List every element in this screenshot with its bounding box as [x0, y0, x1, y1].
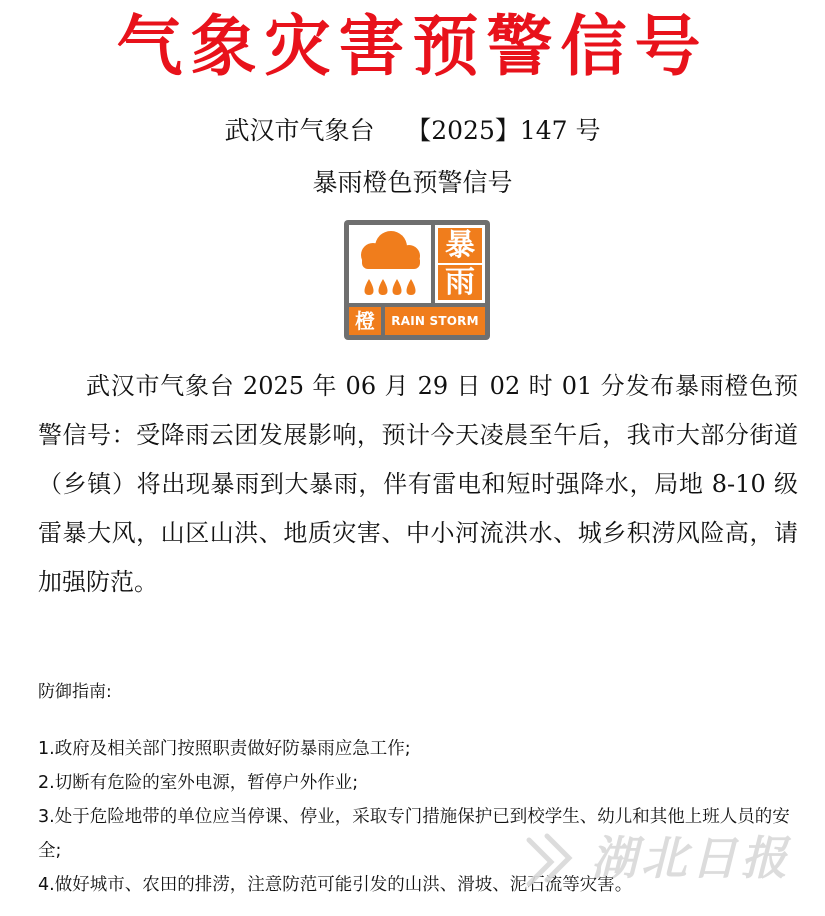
defense-guide-item: 1.政府及相关部门按照职责做好防暴雨应急工作;	[38, 739, 411, 759]
issuer-line: 武汉市气象台 【2025】147 号	[224, 116, 601, 145]
defense-guide-item: 4.做好城市、农田的排涝，注意防范可能引发的山洪、滑坡、泥石流等灾害。	[38, 875, 633, 895]
rain-cloud-icon	[349, 225, 431, 303]
badge-level-char: 橙	[349, 307, 381, 335]
warning-signal-badge	[344, 220, 490, 340]
rain-cloud-icon-graphic	[349, 225, 431, 303]
page-title: 气象灾害预警信号	[116, 7, 709, 85]
body-paragraph: 武汉市气象台 2025 年 06 月 29 日 02 时 01 分发布暴雨橙色预警信号：受降雨云团发展影响，预计今天凌晨至午后，我市大部分街道（乡镇）将出现暴雨到大暴雨，伴有雷电和短时强降水，局地 8-10 级雷暴大风，山区山洪、地质灾害、中小河流洪水、城乡积涝风险高，请加强防范。	[38, 372, 798, 596]
signal-name: 暴雨橙色预警信号	[312, 168, 513, 197]
badge-char-top: 暴	[438, 228, 482, 263]
badge-english-label: RAIN STORM	[385, 307, 485, 335]
badge-characters	[435, 225, 485, 303]
defense-guide-item: 3.处于危险地带的单位应当停课、停业，采取专门措施保护已到校学生、幼儿和其他上班人员的安全;	[38, 807, 790, 861]
newspaper-watermark	[521, 826, 811, 890]
watermark-text: 湖北日报	[591, 831, 791, 885]
defense-guide-item: 2.切断有危险的室外电源，暂停户外作业;	[38, 773, 359, 793]
defense-guide-heading: 防御指南:	[38, 682, 112, 702]
badge-char-bottom: 雨	[438, 265, 482, 300]
watermark-logo-icon	[521, 826, 591, 890]
